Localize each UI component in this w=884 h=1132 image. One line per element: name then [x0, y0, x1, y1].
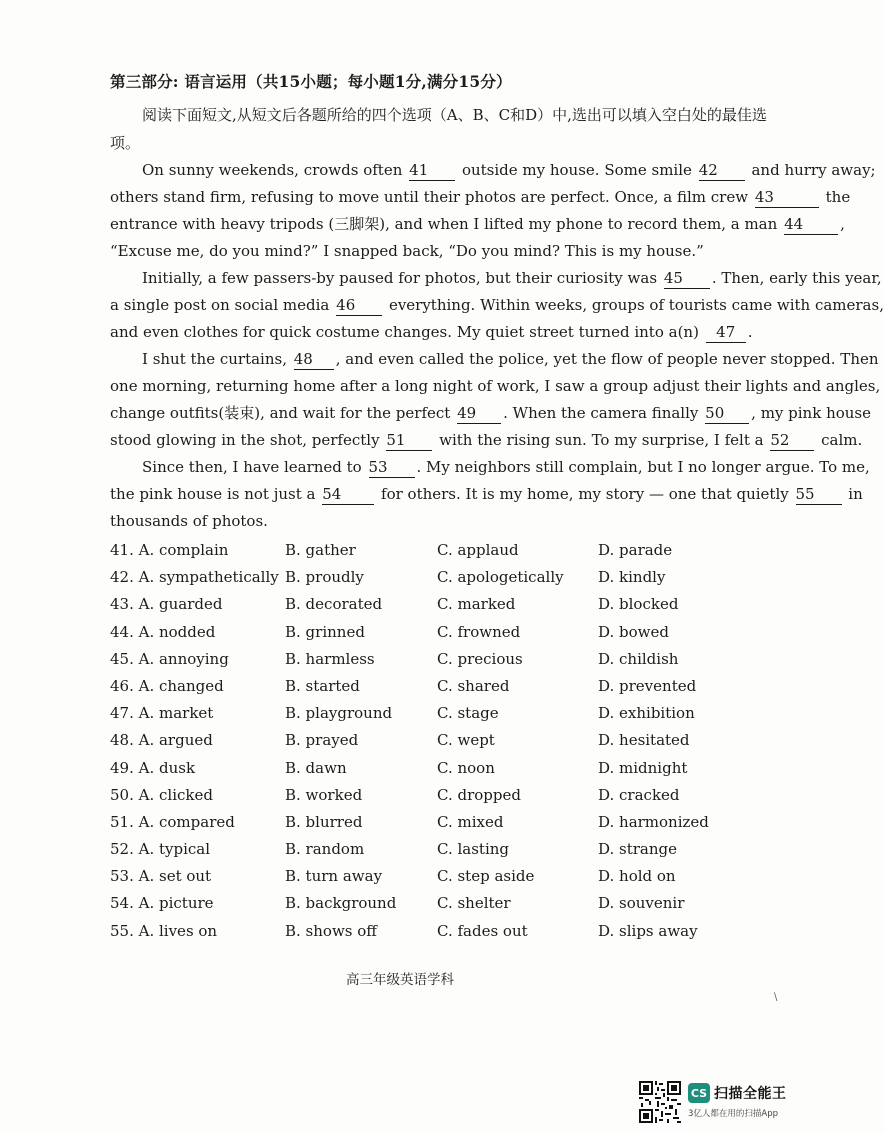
blank-47: 47 [706, 324, 746, 343]
passage-line: entrance with heavy tripods (三脚架), and when I lifted my phone to record them, a man 44 , [110, 215, 845, 233]
blank-46: 46 [336, 297, 382, 316]
passage-line: Since then, I have learned to 53 . My neighbors still complain, but I no longer argue. To me, [142, 458, 870, 476]
passage-line: a single post on social media 46 everything. Within weeks, groups of tourists came with cameras, [110, 296, 884, 314]
stray-mark: \ [774, 992, 778, 1003]
passage-line: the pink house is not just a 54 for others. It is my home, my story — one that quietly 55 in [110, 485, 863, 503]
option-row: 43. A. guarded B. decorated C. marked D. blocked [110, 595, 679, 614]
blank-49: 49 [457, 405, 501, 424]
qr-code-icon [639, 1081, 681, 1123]
scanner-app-name: 扫描全能王 [714, 1086, 787, 1102]
passage-line: change outfits(装束), and wait for the perfect 49 . When the camera finally 50 , my pink house [110, 404, 872, 422]
blank-43: 43 [755, 189, 819, 208]
passage [110, 157, 884, 535]
section-title: 第三部分: 语言运用（共15小题；每小题1分,满分15分） [110, 72, 512, 91]
blank-42: 42 [699, 162, 745, 181]
camscanner-logo-icon: CS [688, 1083, 710, 1103]
passage-line: stood glowing in the shot, perfectly 51 with the rising sun. To my surprise, I felt a 52 calm. [110, 431, 863, 449]
passage-line: and even clothes for quick costume changes. My quiet street turned into a(n) 47 . [110, 323, 753, 341]
instructions: 阅读下面短文,从短文后各题所给的四个选项（A、B、C和D）中,选出可以填入空白处的最佳选项。 [110, 106, 767, 152]
passage-line: I shut the curtains, 48 , and even called the police, yet the flow of people never stopped. Then [142, 350, 879, 368]
option-row: 47. A. market B. playground C. stage D. exhibition [110, 704, 695, 723]
option-row: 50. A. clicked B. worked C. dropped D. cracked [110, 785, 680, 804]
blank-44: 44 [784, 216, 838, 235]
blank-55: 55 [796, 486, 842, 505]
scanner-brand [688, 1081, 787, 1105]
option-row: 52. A. typical B. random C. lasting D. strange [110, 840, 678, 859]
page-footer: 高三年级英语学科 [346, 972, 454, 988]
passage-line: one morning, returning home after a long night of work, I saw a group adjust their lights and angles, [110, 377, 881, 395]
option-row: 45. A. annoying B. harmless C. precious D. childish [110, 649, 679, 668]
passage-line: On sunny weekends, crowds often 41 outside my house. Some smile 42 and hurry away; [142, 161, 876, 179]
option-row: 53. A. set out B. turn away C. step aside D. hold on [110, 867, 676, 886]
passage-line: thousands of photos. [110, 512, 268, 530]
blank-50: 50 [705, 405, 749, 424]
passage-line: “Excuse me, do you mind?” I snapped back, “Do you mind? This is my house.” [110, 242, 704, 260]
option-row: 51. A. compared B. blurred C. mixed D. harmonized [110, 812, 709, 831]
blank-54: 54 [322, 486, 374, 505]
answer-options [110, 537, 800, 945]
option-row: 41. A. complain B. gather C. applaud D. parade [110, 541, 673, 559]
blank-45: 45 [664, 270, 710, 289]
option-row: 55. A. lives on B. shows off C. fades out D. slips away [110, 921, 698, 940]
option-row: 49. A. dusk B. dawn C. noon D. midnight [110, 758, 688, 777]
option-row: 42. A. sympathetically B. proudly C. apologetically D. kindly [110, 568, 666, 587]
option-row: 48. A. argued B. prayed C. wept D. hesitated [110, 731, 690, 750]
blank-41: 41 [409, 162, 455, 181]
passage-line: others stand firm, refusing to move until their photos are perfect. Once, a film crew 43 the [110, 188, 851, 206]
option-row: 46. A. changed B. started C. shared D. prevented [110, 676, 697, 695]
blank-48: 48 [294, 351, 334, 370]
blank-53: 53 [369, 459, 415, 478]
passage-line: Initially, a few passers-by paused for photos, but their curiosity was 45 . Then, early this year, [142, 269, 882, 287]
option-row: 44. A. nodded B. grinned C. frowned D. bowed [110, 622, 669, 641]
scanner-tagline: 3亿人都在用的扫描App [688, 1109, 779, 1119]
option-row: 54. A. picture B. background C. shelter D. souvenir [110, 894, 685, 913]
blank-51: 51 [386, 432, 432, 451]
blank-52: 52 [770, 432, 814, 451]
